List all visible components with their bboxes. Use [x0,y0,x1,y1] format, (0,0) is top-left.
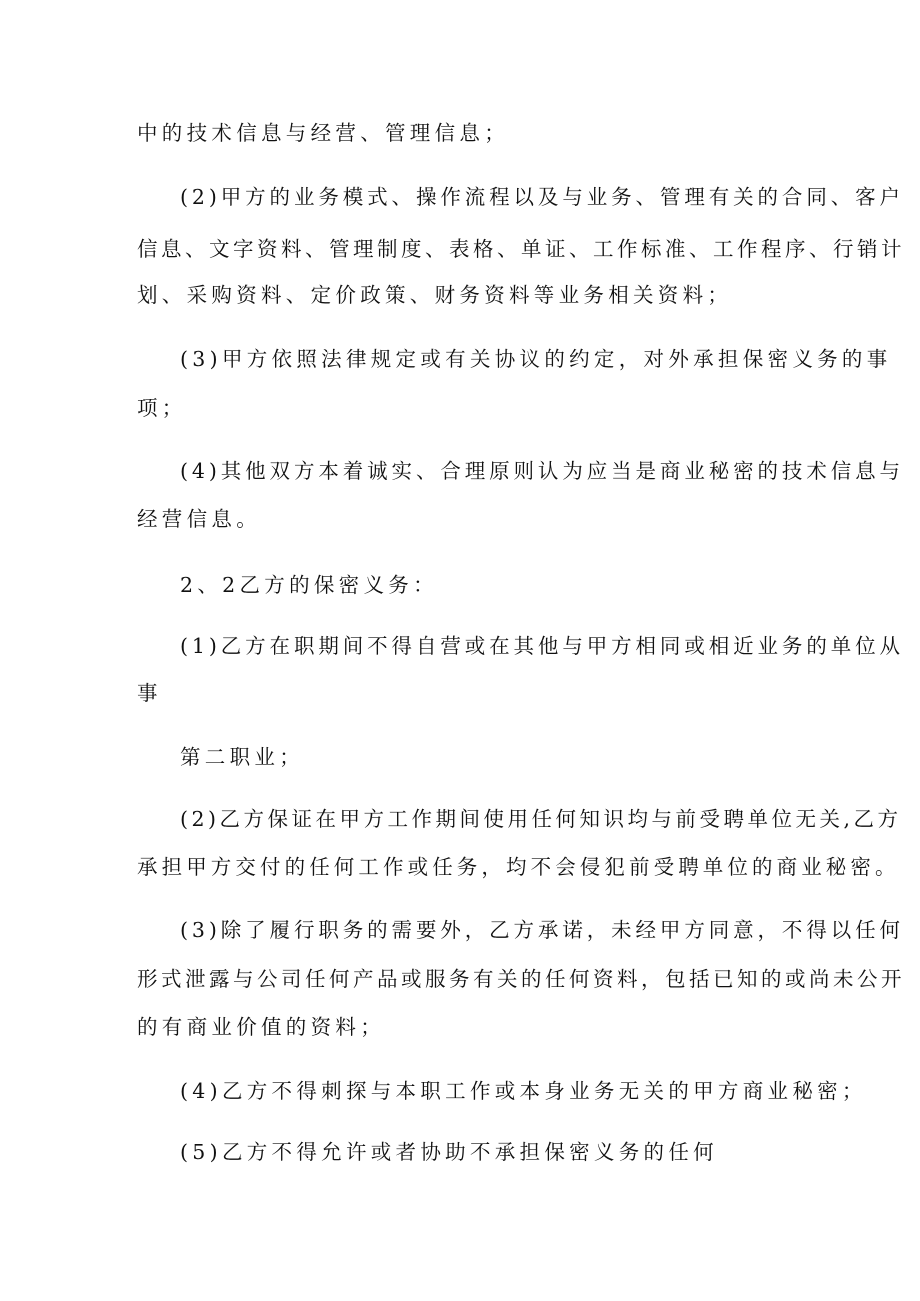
text-line: 划、采购资料、定价政策、财务资料等业务相关资料； [137,283,733,307]
text-line: (4)其他双方本着诚实、合理原则认为应当是商业秘密的技术信息与 [180,459,904,483]
text-line: (4)乙方不得刺探与本职工作或本身业务无关的甲方商业秘密； [180,1079,867,1103]
text-line: (3)除了履行职务的需要外，乙方承诺，未经甲方同意，不得以任何 [180,918,904,942]
text-line: 第二职业； [180,745,304,769]
section-heading: 2、2乙方的保密义务： [180,573,438,597]
text-line: (3)甲方依照法律规定或有关协议的约定，对外承担保密义务的事 [180,347,892,371]
text-line: (1)乙方在职期间不得自营或在其他与甲方相同或相近业务的单位从 [180,634,904,658]
text-line: 承担甲方交付的任何工作或任务，均不会侵犯前受聘单位的商业秘密。 [137,855,900,879]
text-line: 中的技术信息与经营、管理信息； [137,121,509,145]
text-line: (2)甲方的业务模式、操作流程以及与业务、管理有关的合同、客户 [180,185,904,209]
text-line: (2)乙方保证在甲方工作期间使用任何知识均与前受聘单位无关,乙方 [180,807,902,831]
text-line: 项； [137,396,187,420]
text-line: 形式泄露与公司任何产品或服务有关的任何资料，包括已知的或尚未公开 [137,967,905,991]
text-line: (5)乙方不得允许或者协助不承担保密义务的任何 [180,1140,718,1164]
text-line: 事 [137,681,162,705]
text-line: 经营信息。 [137,507,261,531]
text-line: 的有商业价值的资料； [137,1015,385,1039]
text-line: 信息、文字资料、管理制度、表格、单证、工作标准、工作程序、行销计 [137,237,905,261]
